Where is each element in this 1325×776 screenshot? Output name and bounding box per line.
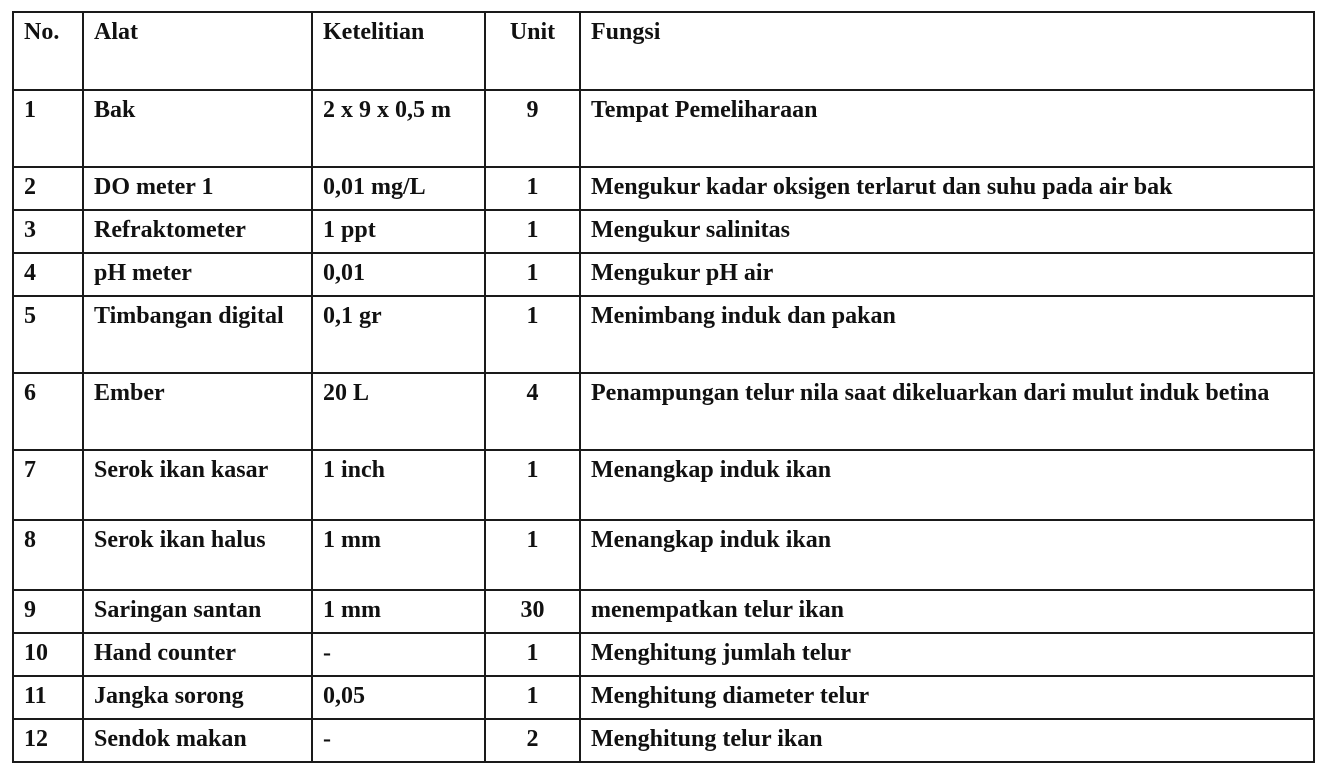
cell-unit: 1 [485,210,580,253]
cell-fungsi: Tempat Pemeliharaan [580,90,1314,167]
cell-ketelitian: 0,01 mg/L [312,167,485,210]
header-unit: Unit [485,12,580,90]
cell-ketelitian: 0,01 [312,253,485,296]
table-row [13,210,1314,253]
cell-alat: Saringan santan [83,590,312,633]
cell-no: 2 [13,167,83,210]
header-row [13,12,1314,90]
cell-unit: 1 [485,296,580,373]
cell-ketelitian: 1 ppt [312,210,485,253]
cell-no: 8 [13,520,83,590]
cell-ketelitian: - [312,719,485,762]
cell-unit: 4 [485,373,580,450]
cell-unit: 1 [485,167,580,210]
cell-unit: 9 [485,90,580,167]
header-ketelitian: Ketelitian [312,12,485,90]
cell-alat: Timbangan digital [83,296,312,373]
table-row [13,590,1314,633]
cell-unit: 30 [485,590,580,633]
cell-ketelitian: 1 mm [312,590,485,633]
cell-no: 10 [13,633,83,676]
cell-ketelitian: 2 x 9 x 0,5 m [312,90,485,167]
cell-no: 11 [13,676,83,719]
table-row [13,167,1314,210]
table-row [13,90,1314,167]
cell-fungsi: Mengukur pH air [580,253,1314,296]
cell-ketelitian: - [312,633,485,676]
cell-fungsi: Menangkap induk ikan [580,450,1314,520]
table-row [13,719,1314,762]
cell-fungsi: menempatkan telur ikan [580,590,1314,633]
cell-unit: 1 [485,450,580,520]
header-no: No. [13,12,83,90]
cell-alat: pH meter [83,253,312,296]
cell-fungsi: Menghitung diameter telur [580,676,1314,719]
cell-ketelitian: 1 inch [312,450,485,520]
cell-alat: DO meter 1 [83,167,312,210]
cell-ketelitian: 0,1 gr [312,296,485,373]
cell-fungsi: Menghitung jumlah telur [580,633,1314,676]
cell-unit: 1 [485,520,580,590]
table-row [13,676,1314,719]
cell-ketelitian: 1 mm [312,520,485,590]
cell-unit: 1 [485,253,580,296]
cell-alat: Sendok makan [83,719,312,762]
cell-no: 1 [13,90,83,167]
cell-alat: Serok ikan halus [83,520,312,590]
cell-fungsi: Mengukur kadar oksigen terlarut dan suhu pada air bak [580,167,1314,210]
cell-no: 9 [13,590,83,633]
table-row [13,373,1314,450]
cell-alat: Refraktometer [83,210,312,253]
cell-alat: Ember [83,373,312,450]
cell-fungsi: Menimbang induk dan pakan [580,296,1314,373]
cell-alat: Bak [83,90,312,167]
table-header [13,12,1314,90]
header-alat: Alat [83,12,312,90]
cell-fungsi: Menghitung telur ikan [580,719,1314,762]
table-row [13,520,1314,590]
cell-ketelitian: 20 L [312,373,485,450]
table-row [13,296,1314,373]
cell-unit: 2 [485,719,580,762]
cell-alat: Serok ikan kasar [83,450,312,520]
table-row [13,450,1314,520]
cell-fungsi: Mengukur salinitas [580,210,1314,253]
table-row [13,253,1314,296]
cell-ketelitian: 0,05 [312,676,485,719]
cell-alat: Hand counter [83,633,312,676]
cell-no: 5 [13,296,83,373]
cell-unit: 1 [485,676,580,719]
table-body [13,90,1314,762]
cell-no: 12 [13,719,83,762]
cell-no: 4 [13,253,83,296]
equipment-table [12,11,1315,763]
cell-no: 6 [13,373,83,450]
cell-fungsi: Penampungan telur nila saat dikeluarkan dari mulut induk betina [580,373,1314,450]
table-row [13,633,1314,676]
cell-no: 7 [13,450,83,520]
cell-fungsi: Menangkap induk ikan [580,520,1314,590]
cell-alat: Jangka sorong [83,676,312,719]
cell-unit: 1 [485,633,580,676]
cell-no: 3 [13,210,83,253]
header-fungsi: Fungsi [580,12,1314,90]
